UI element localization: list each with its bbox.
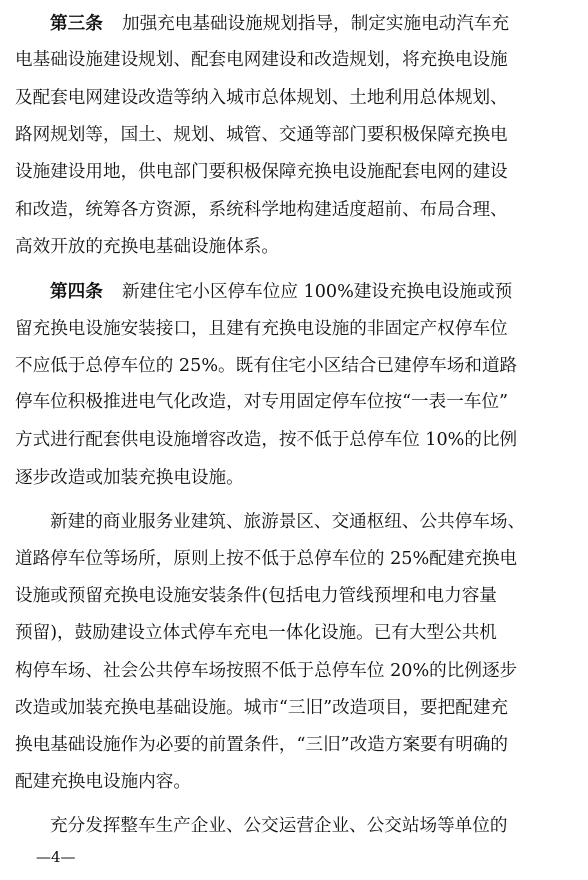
article-4-line-4: 停车位积极推进电气化改造，对专用固定停车位按“一表一车位” — [15, 392, 509, 412]
paragraph-3-line-8: 配建充换电设施内容。 — [15, 772, 191, 792]
article-3-line-5: 设施建设用地，供电部门要积极保障充换电设施配套电网的建设 — [15, 162, 508, 182]
paragraph-3-line-4: 预留)，鼓励建设立体式停车充电一体化设施。已有大型公共机 — [15, 623, 497, 643]
paragraph-3-line-6: 改造或加装充换电基础设施。城市“三旧”改造项目，要把配建充 — [15, 698, 509, 718]
article-4-line-6: 逐步改造或加装充换电设施。 — [15, 468, 244, 488]
article-4-text: 新建住宅小区停车位应 100%建设充换电设施或预 — [121, 282, 513, 302]
article-3-line-1 — [50, 14, 509, 34]
article-4-line-2: 留充换电设施安装接口，且建有充换电设施的非固定产权停车位 — [15, 319, 508, 339]
article-4-line-1 — [50, 282, 512, 302]
article-3-line-2: 电基础设施建设规划、配套电网建设和改造规划，将充换电设施 — [15, 50, 508, 70]
article-3-text: 加强充电基础设施规划指导，制定实施电动汽车充 — [121, 14, 510, 34]
article-4-line-5: 方式进行配套供电设施增容改造，按不低于总停车位 10%的比例 — [15, 430, 518, 450]
article-3-line-7: 高效开放的充换电基础设施体系。 — [15, 237, 279, 257]
article-3-heading: 第三条 — [50, 13, 103, 34]
paragraph-3-line-5: 构停车场、社会公共停车场按照不低于总停车位 20%的比例逐步 — [15, 661, 518, 681]
article-4-heading: 第四条 — [50, 281, 103, 302]
paragraph-3-line-1: 新建的商业服务业建筑、旅游景区、交通枢纽、公共停车场、 — [50, 512, 526, 532]
paragraph-3-line-7: 换电基础设施作为必要的前置条件，“三旧”改造方案要有明确的 — [15, 735, 509, 755]
article-3-line-6: 和改造，统筹各方资源，系统科学地构建适度超前、布局合理、 — [15, 200, 508, 220]
paragraph-3-line-3: 设施或预留充换电设施安装条件(包括电力管线预埋和电力容量 — [15, 586, 497, 606]
article-4-line-3: 不应低于总停车位的 25%。既有住宅小区结合已建停车场和道路 — [15, 356, 518, 376]
article-3-line-3: 及配套电网建设改造等纳入城市总体规划、土地利用总体规划、 — [15, 88, 508, 108]
article-3-line-4: 路网规划等，国土、规划、城管、交通等部门要积极保障充换电 — [15, 125, 508, 145]
page-number: —4— — [36, 848, 76, 866]
paragraph-3-line-2: 道路停车位等场所，原则上按不低于总停车位的 25%配建充换电 — [15, 549, 518, 569]
paragraph-4-line-1: 充分发挥整车生产企业、公交运营企业、公交站场等单位的 — [50, 816, 508, 836]
